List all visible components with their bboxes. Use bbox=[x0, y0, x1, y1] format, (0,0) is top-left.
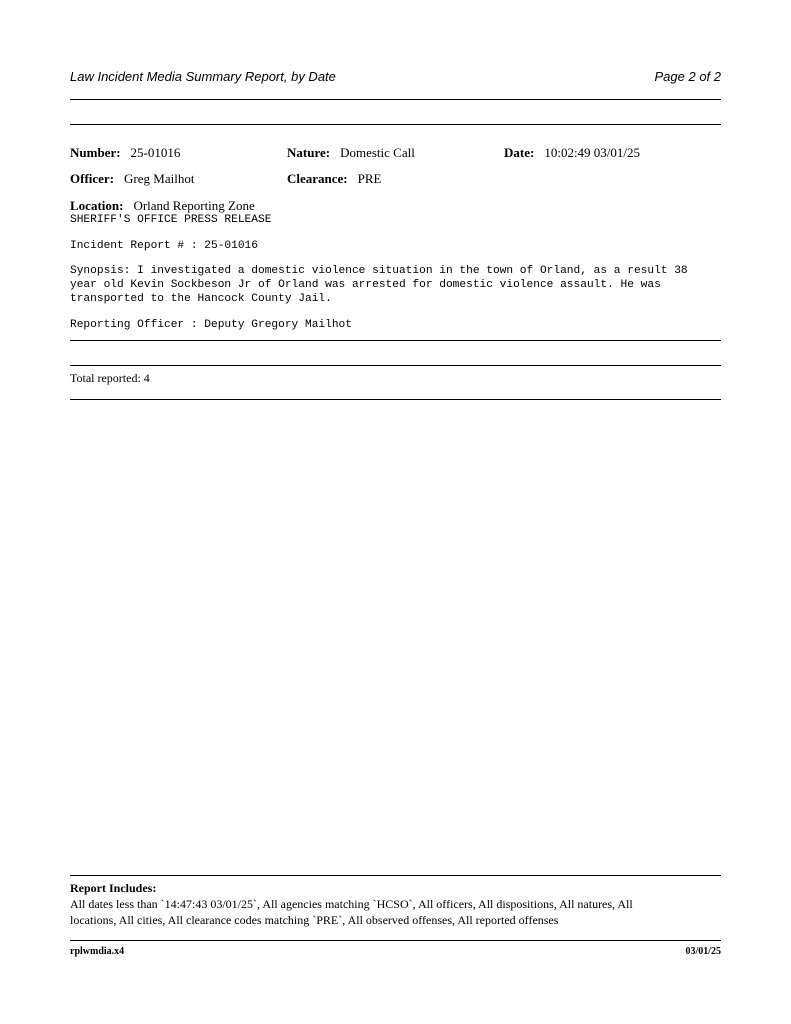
clearance-field bbox=[287, 171, 381, 187]
divider bbox=[70, 340, 721, 341]
press-release-heading: SHERIFF'S OFFICE PRESS RELEASE bbox=[70, 214, 272, 226]
divider bbox=[70, 365, 721, 366]
date-label: Date: bbox=[504, 145, 535, 160]
nature-field bbox=[287, 145, 415, 161]
report-title: Law Incident Media Summary Report, by Date bbox=[70, 69, 336, 84]
number-field bbox=[70, 145, 180, 161]
clearance-label: Clearance: bbox=[287, 171, 348, 186]
date-field bbox=[504, 145, 640, 161]
location-field bbox=[70, 198, 255, 214]
synopsis-line: Synopsis: I investigated a domestic violence situation in the town of Orland, as a result 38 bbox=[70, 265, 688, 277]
divider bbox=[70, 940, 721, 941]
officer-label: Officer: bbox=[70, 171, 115, 186]
nature-value: Domestic Call bbox=[340, 145, 415, 160]
location-value: Orland Reporting Zone bbox=[133, 198, 255, 213]
synopsis-line: year old Kevin Sockbeson Jr of Orland was arrested for domestic violence assault. He was bbox=[70, 279, 661, 291]
location-label: Location: bbox=[70, 198, 124, 213]
print-date: 03/01/25 bbox=[685, 946, 721, 957]
incident-report-number: Incident Report # : 25-01016 bbox=[70, 240, 258, 252]
total-reported: Total reported: 4 bbox=[70, 371, 150, 385]
divider bbox=[70, 399, 721, 400]
page-number: Page 2 of 2 bbox=[654, 69, 721, 84]
report-includes-line: All dates less than `14:47:43 03/01/25`, All agencies matching `HCSO`, All officers, All dispositions, All natures, All bbox=[70, 897, 633, 911]
report-id: rplwmdia.x4 bbox=[70, 946, 125, 957]
number-label: Number: bbox=[70, 145, 121, 160]
reporting-officer: Reporting Officer : Deputy Gregory Mailhot bbox=[70, 319, 352, 331]
divider bbox=[70, 124, 721, 125]
clearance-value: PRE bbox=[357, 171, 382, 186]
officer-field bbox=[70, 171, 194, 187]
date-value: 10:02:49 03/01/25 bbox=[544, 145, 641, 160]
divider bbox=[70, 875, 721, 876]
nature-label: Nature: bbox=[287, 145, 331, 160]
number-value: 25-01016 bbox=[130, 145, 181, 160]
officer-value: Greg Mailhot bbox=[124, 171, 195, 186]
synopsis-line: transported to the Hancock County Jail. bbox=[70, 293, 332, 305]
report-includes-label: Report Includes: bbox=[70, 881, 157, 895]
report-includes-text bbox=[70, 896, 730, 928]
report-includes-line: locations, All cities, All clearance codes matching `PRE`, All observed offenses, All reported offenses bbox=[70, 913, 559, 927]
synopsis bbox=[70, 264, 730, 306]
divider bbox=[70, 99, 721, 100]
